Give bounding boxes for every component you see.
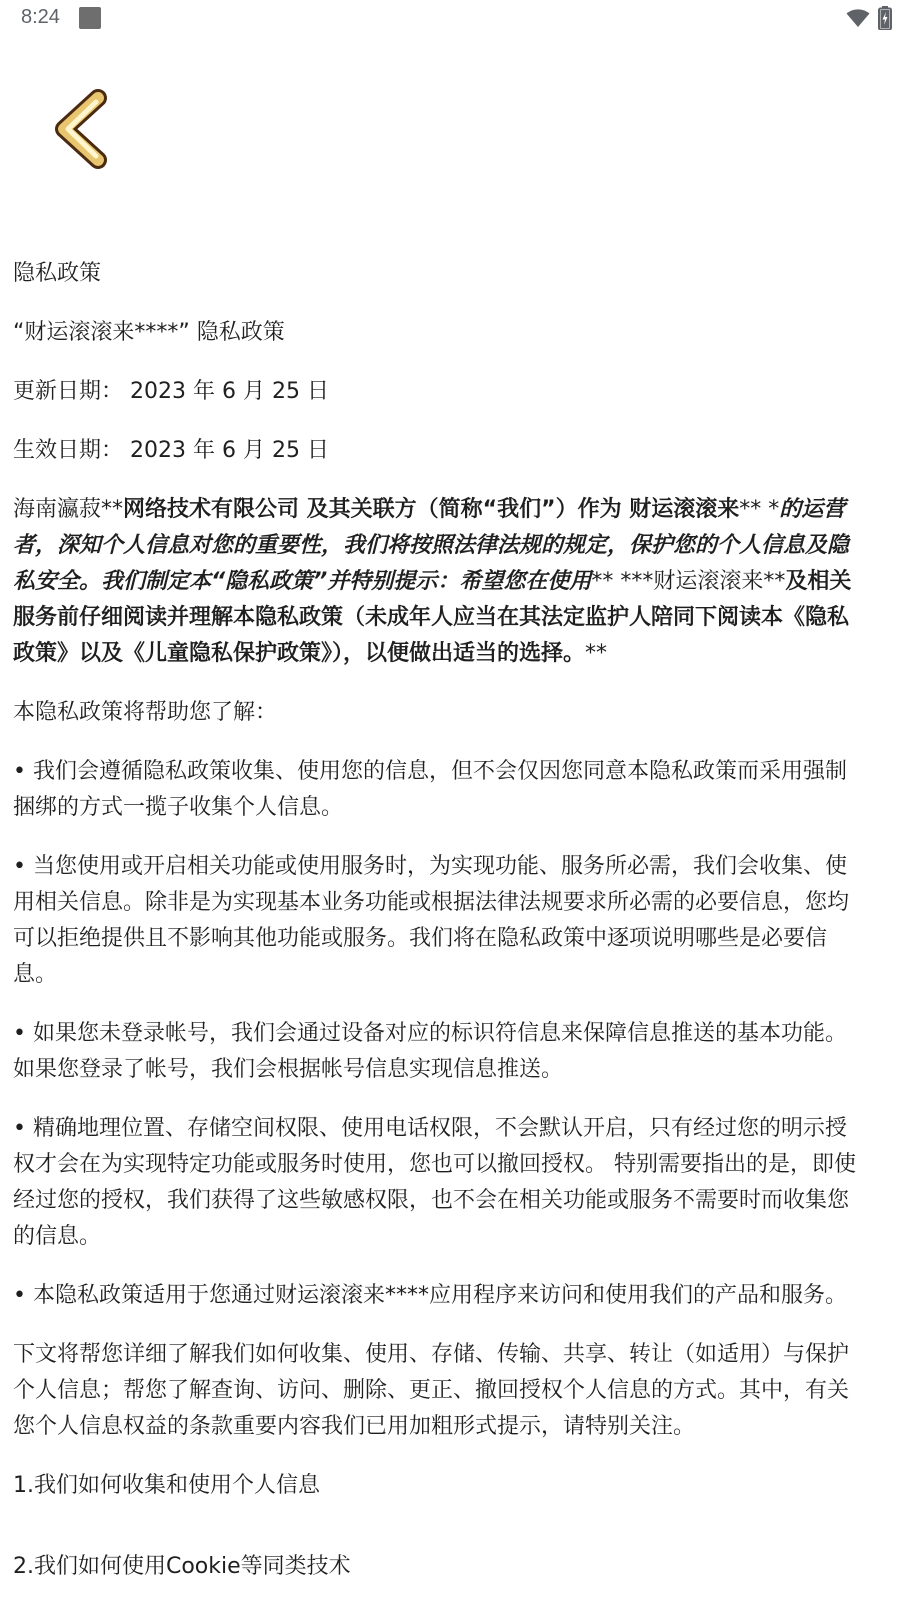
intro-part-4: 的运营者，深知个人信息对您的重要性，我们将按照法律法规的规定，保护您的个人信息及隐私安全。我们制定本“隐私政策”并特别提示：希望您在使用: [13, 497, 850, 594]
battery-charging-icon: [878, 6, 892, 30]
intro-part-5: ** ***财运滚滚来**: [591, 569, 786, 594]
intro-part-6: 及相关服务前仔细阅读并理解本隐私政策（未成年人应当在其法定监护人陪同下阅读本《隐私政策》以及《儿童隐私保护政策》），以便做出适当的选择。: [13, 569, 852, 666]
policy-section-1: 1.我们如何收集和使用个人信息: [13, 1473, 320, 1498]
policy-section-2: 2.我们如何使用Cookie等同类技术: [13, 1554, 351, 1579]
policy-bullet-2: • 当您使用或开启相关功能或使用服务时，为实现功能、服务所必需，我们会收集、使用相关信息。除非是为实现基本业务功能或根据法律法规要求所必需的必要信息，您均可以拒绝提供且不影响其他功能或服务。我们将在隐私政策中逐项说明哪些是必要信息。: [13, 854, 850, 987]
wifi-icon: [846, 8, 870, 28]
policy-bullet-5: • 本隐私政策适用于您通过财运滚滚来****应用程序来访问和使用我们的产品和服务。: [13, 1283, 847, 1308]
status-icons: [846, 6, 892, 30]
policy-bullet-1: • 我们会遵循隐私政策收集、使用您的信息，但不会仅因您同意本隐私政策而采用强制捆绑的方式一揽子收集个人信息。: [13, 759, 847, 820]
status-bar: [0, 0, 900, 38]
policy-bullet-3: • 如果您未登录帐号，我们会通过设备对应的标识符信息来保障信息推送的基本功能。如果您登录了帐号，我们会根据帐号信息实现信息推送。: [13, 1021, 847, 1082]
policy-bullet-4: • 精确地理位置、存储空间权限、使用电话权限，不会默认开启，只有经过您的明示授权才会在为实现特定功能或服务时使用，您也可以撤回授权。 特别需要指出的是，即使经过您的授权，我们获得了这些敏感权限，也不会在相关功能或服务不需要时而收集您的信息。: [13, 1116, 856, 1249]
policy-content: [13, 256, 868, 1527]
policy-updated-date: 更新日期： 2023 年 6 月 25 日: [13, 379, 329, 404]
policy-app-title: “财运滚滚来****” 隐私政策: [13, 320, 285, 345]
intro-part-3: ** *: [739, 497, 780, 522]
status-time: 8:24: [21, 6, 60, 28]
notification-square-icon: [79, 7, 101, 29]
intro-part-2: 网络技术有限公司 及其关联方（简称“我们”）作为 财运滚滚来: [123, 497, 740, 522]
policy-effective-date: 生效日期： 2023 年 6 月 25 日: [13, 438, 329, 463]
intro-part-1: 海南瀛菽**: [13, 497, 124, 522]
policy-help-intro: 本隐私政策将帮助您了解：: [13, 700, 278, 725]
policy-summary: 下文将帮您详细了解我们如何收集、使用、存储、传输、共享、转让（如适用）与保护个人信息；帮您了解查询、访问、删除、更正、撤回授权个人信息的方式。其中，有关您个人信息权益的条款重要内容我们已用加粗形式提示，请特别关注。: [13, 1342, 850, 1439]
policy-intro-paragraph: [13, 492, 868, 672]
chevron-left-icon: [50, 88, 126, 178]
back-button[interactable]: [50, 88, 126, 178]
policy-section-2-partial: [13, 1549, 868, 1600]
policy-heading: 隐私政策: [13, 261, 102, 286]
intro-part-7: **: [585, 641, 608, 666]
